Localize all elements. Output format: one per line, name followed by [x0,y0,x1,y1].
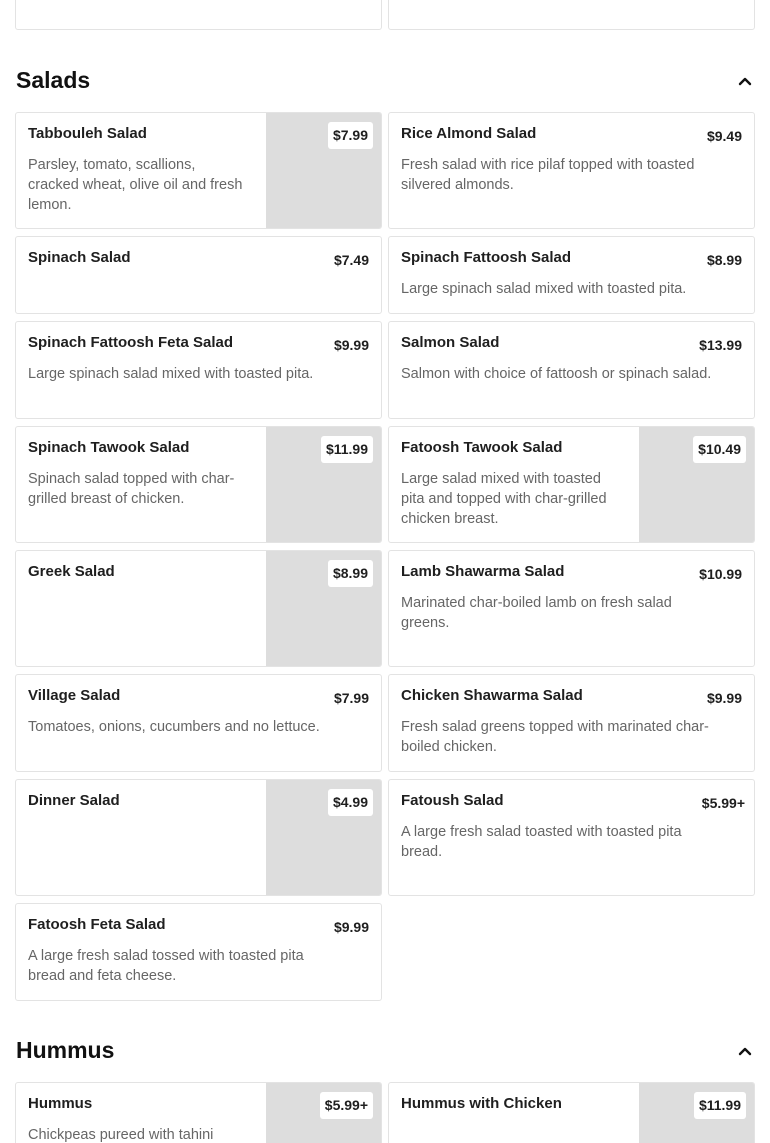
item-description: A large fresh salad tossed with toasted pita bread and feta cheese. [28,948,304,984]
item-name: Hummus [28,1095,93,1112]
item-description: Large spinach salad mixed with toasted pita. [401,281,687,297]
item-name: Spinach Tawook Salad [28,439,190,456]
item-description: Large spinach salad mixed with toasted pita. [28,366,314,382]
menu-item-card[interactable] [388,321,755,419]
item-description: Marinated char-boiled lamb on fresh salad greens. [401,595,672,631]
item-name: Fatoosh Tawook Salad [401,439,563,456]
item-description: Large salad mixed with toasted pita and topped with char-grilled chicken breast. [401,471,607,527]
menu-item-card[interactable] [15,112,382,229]
item-name: Tabbouleh Salad [28,125,147,142]
item-name: Dinner Salad [28,792,120,809]
menu-item-card[interactable] [15,779,382,896]
item-price: $8.99 [706,252,742,268]
item-price: $7.99 [328,122,373,149]
menu-item-card[interactable] [15,321,382,419]
item-name: Greek Salad [28,563,115,580]
item-description: Salmon with choice of fattoosh or spinach salad. [401,366,712,382]
item-name: Rice Almond Salad [401,125,537,142]
item-description: Chickpeas pureed with tahini [28,1127,214,1143]
menu-item-card[interactable] [15,674,382,772]
menu-item-card[interactable] [15,0,382,30]
item-price: $11.99 [321,436,373,463]
menu-item-card[interactable] [388,674,755,772]
item-name: Salmon Salad [401,334,500,351]
item-name: Spinach Fattoosh Salad [401,249,572,266]
item-description: A large fresh salad toasted with toasted pita bread. [401,824,682,860]
menu-item-card[interactable] [388,112,755,229]
item-price: $10.99 [699,566,742,582]
item-price: $11.99 [694,1092,746,1119]
item-price: $5.99+ [320,1092,373,1119]
item-price: $5.99+ [701,795,745,811]
menu-item-card[interactable] [15,1082,382,1143]
item-price: $13.99 [699,337,742,353]
item-name: Hummus with Chicken [401,1095,562,1112]
item-price: $7.99 [333,690,369,706]
menu-item-card[interactable] [388,426,755,543]
item-description: Spinach salad topped with char-grilled breast of chicken. [28,471,235,507]
item-price: $9.49 [706,128,742,144]
menu-item-card[interactable] [15,426,382,543]
item-name: Village Salad [28,687,121,704]
chevron-up-icon[interactable] [736,72,754,90]
menu-item-card[interactable] [15,550,382,667]
item-price: $9.99 [333,337,369,353]
section-title-hummus: Hummus [16,1037,115,1063]
menu-item-card[interactable] [388,236,755,314]
item-name: Spinach Fattoosh Feta Salad [28,334,234,351]
item-description: Tomatoes, onions, cucumbers and no lettuce. [28,719,320,735]
menu-item-card[interactable] [388,779,755,896]
item-description: Fresh salad with rice pilaf topped with toasted silvered almonds. [401,157,695,193]
item-price: $4.99 [328,789,373,816]
item-description: Parsley, tomato, scallions, cracked wheat, olive oil and fresh lemon. [28,157,243,213]
menu-item-card[interactable] [388,550,755,667]
item-price: $9.99 [706,690,742,706]
section-title-salads: Salads [16,67,91,93]
item-name: Fatoosh Feta Salad [28,916,166,933]
item-name: Lamb Shawarma Salad [401,563,565,580]
item-name: Spinach Salad [28,249,131,266]
item-price: $8.99 [328,560,373,587]
chevron-up-icon[interactable] [736,1042,754,1060]
menu-item-card[interactable] [15,236,382,314]
item-price: $7.49 [333,252,369,268]
item-name: Fatoush Salad [401,792,504,809]
item-price: $9.99 [333,919,369,935]
item-name: Chicken Shawarma Salad [401,687,583,704]
menu-item-card[interactable] [388,0,755,30]
item-price: $10.49 [693,436,746,463]
menu-item-card[interactable] [388,1082,755,1143]
menu-item-card[interactable] [15,903,382,1001]
item-description: Fresh salad greens topped with marinated char-boiled chicken. [401,719,709,755]
